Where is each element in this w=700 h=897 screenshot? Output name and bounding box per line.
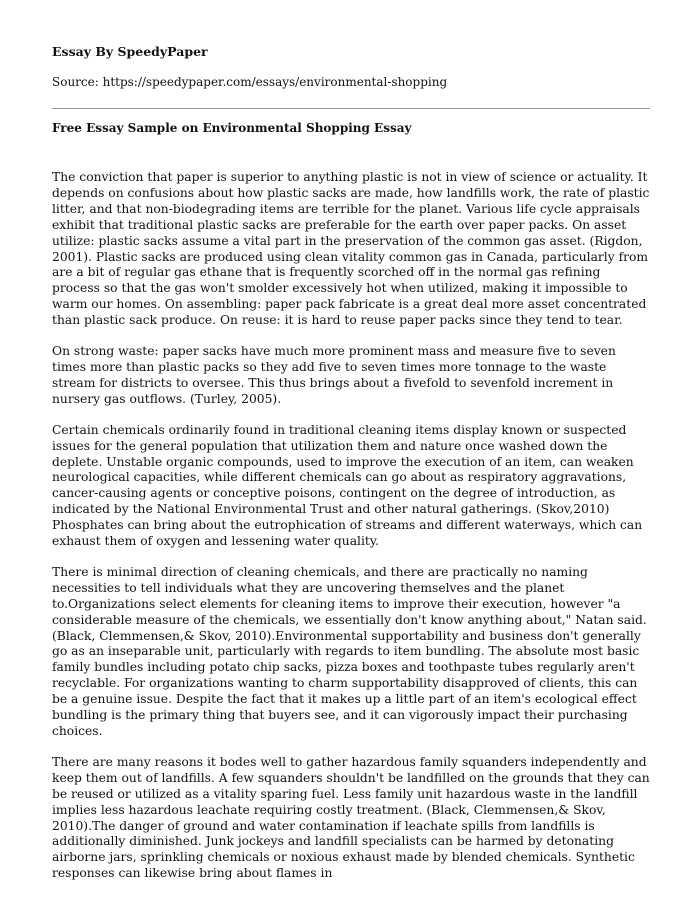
paragraph: Certain chemicals ordinarily found in traditional cleaning items display known or suspected issues for the general population that utilization them and nature once washed down the deplete. Unstable organic compounds, used to improve the execution of an item, can weaken neurological capacities, while different chemicals can go about as respiratory aggravations, cancer-causing agents or conceptive poisons, contingent on the degree of introduction, as indicated by the National Environmental Trust and other natural gatherings. (Skov,2010) Phosphates can bring about the eutrophication of streams and different waterways, which can exhaust them of oxygen and lessening water quality. bbox=[52, 422, 643, 549]
essay-title: Free Essay Sample on Environmental Shopping Essay bbox=[52, 121, 412, 135]
source-line: Source: https://speedypaper.com/essays/environmental-shopping bbox=[52, 75, 448, 89]
divider bbox=[52, 108, 650, 109]
paragraph: The conviction that paper is superior to anything plastic is not in view of science or actuality. It depends on confusions about how plastic sacks are made, how landfills work, the rate of plastic litter, and that non-biodegrading items are terrible for the planet. Various life cycle appraisals exhibit that traditional plastic sacks are preferable for the earth over paper packs. On asset utilize: plastic sacks assume a vital part in the preservation of the common gas asset. (Rigdon, 2001). Plastic sacks are produced using clean vitality common gas in Canada, particularly from are a bit of regular gas ethane that is frequently scorched off in the normal gas refining process so that the gas won't smolder excessively hot when utilized, making it impossible to warm our homes. On assembling: paper pack fabricate is a great deal more asset concentrated than plastic sack produce. On reuse: it is hard to reuse paper packs since they tend to tear. bbox=[52, 170, 650, 328]
paragraph: There are many reasons it bodes well to gather hazardous family squanders independently and keep them out of landfills. A few squanders shouldn't be landfilled on the grounds that they can be reused or utilized as a vitality sparing fuel. Less family unit hazardous waste in the landfill implies less hazardous leachate requiring costly treatment. (Black, Clemmensen,& Skov, 2010).The danger of ground and water contamination if leachate spills from landfills is additionally diminished. Junk jockeys and landfill specialists can be harmed by detonating airborne jars, sprinkling chemicals or noxious exhaust made by blended chemicals. Synthetic responses can likewise bring about flames in bbox=[52, 754, 650, 881]
essay-body bbox=[52, 170, 652, 897]
paragraph: On strong waste: paper sacks have much more prominent mass and measure five to seven times more than plastic packs so they add five to seven times more tonnage to the waste stream for districts to oversee. This thus brings about a fivefold to sevenfold increment in nursery gas outflows. (Turley, 2005). bbox=[52, 344, 616, 406]
paragraph: There is minimal direction of cleaning chemicals, and there are practically no naming necessities to tell individuals what they are uncovering themselves and the planet to.Organizations select elements for cleaning items to improve their execution, however "a considerable measure of the chemicals, we essentially don't know anything about," Natan said. (Black, Clemmensen,& Skov, 2010).Environmental supportability and business don't generally go as an inseparable unit, particularly with regards to item bundling. The absolute most basic family bundles including potato chip sacks, pizza boxes and toothpaste tubes regularly aren't recyclable. For organizations wanting to charm supportability disapproved of clients, this can be a genuine issue. Despite the fact that it makes up a little part of an item's ecological effect bundling is the primary thing that buyers see, and it can vigorously impact their purchasing choices. bbox=[52, 564, 647, 738]
essay-author-heading: Essay By SpeedyPaper bbox=[52, 44, 208, 59]
